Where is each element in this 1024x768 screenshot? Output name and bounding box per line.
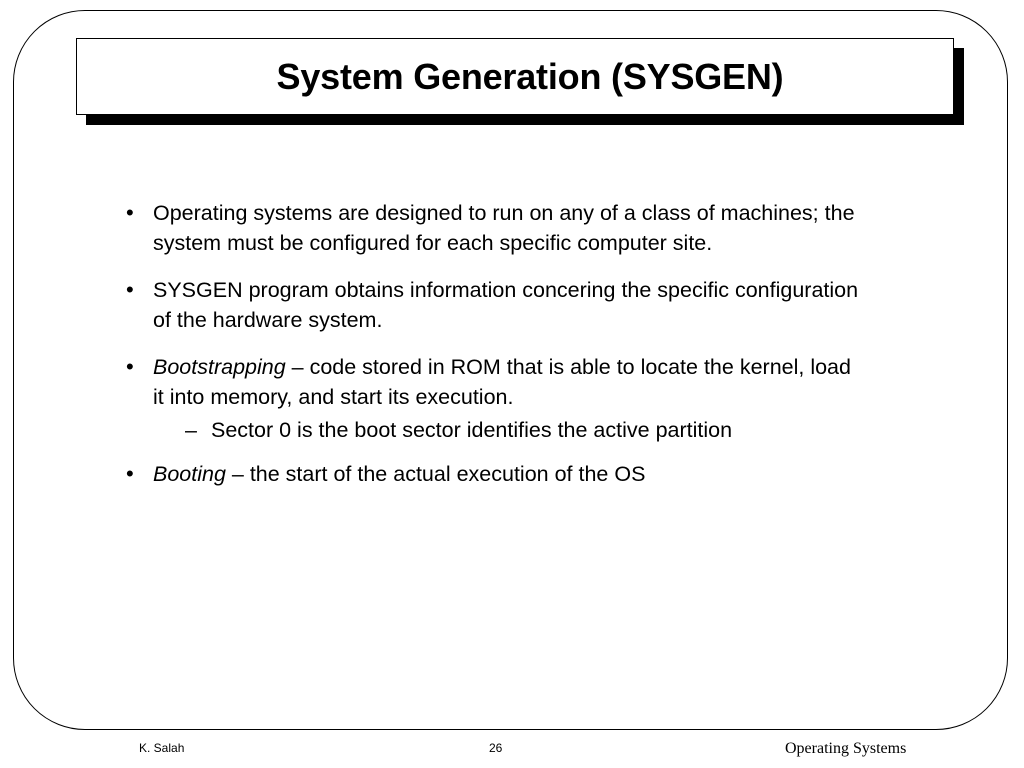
bullet-item bbox=[126, 459, 866, 489]
bullet-marker: • bbox=[126, 200, 134, 225]
sub-bullet-text: Sector 0 is the boot sector identifies the active partition bbox=[211, 418, 733, 442]
bullet-list bbox=[126, 198, 866, 506]
bullet-term: Booting bbox=[153, 462, 226, 486]
bullet-text: – the start of the actual execution of the OS bbox=[225, 462, 646, 486]
bullet-item bbox=[126, 198, 866, 258]
footer-course: Operating Systems bbox=[785, 740, 907, 757]
sub-bullet-item bbox=[126, 415, 866, 445]
bullet-marker: • bbox=[126, 277, 134, 302]
bullet-item bbox=[126, 352, 866, 445]
bullet-text: SYSGEN program obtains information concering the specific configuration of the hardware system. bbox=[153, 278, 859, 332]
bullet-marker: • bbox=[126, 354, 134, 379]
bullet-text: Operating systems are designed to run on any of a class of machines; the system must be configured for each specific computer site. bbox=[153, 201, 855, 255]
bullet-term: Bootstrapping bbox=[153, 355, 286, 379]
bullet-item bbox=[126, 275, 866, 335]
sub-bullet-marker: – bbox=[185, 418, 197, 442]
bullet-text: – code stored in ROM that is able to locate the kernel, load it into memory, and start its execution. bbox=[153, 355, 851, 409]
footer-author: K. Salah bbox=[139, 741, 185, 755]
bullet-marker: • bbox=[126, 461, 134, 486]
title-box bbox=[76, 38, 954, 115]
footer-page-number: 26 bbox=[489, 741, 503, 755]
slide-title: System Generation (SYSGEN) bbox=[276, 55, 784, 97]
